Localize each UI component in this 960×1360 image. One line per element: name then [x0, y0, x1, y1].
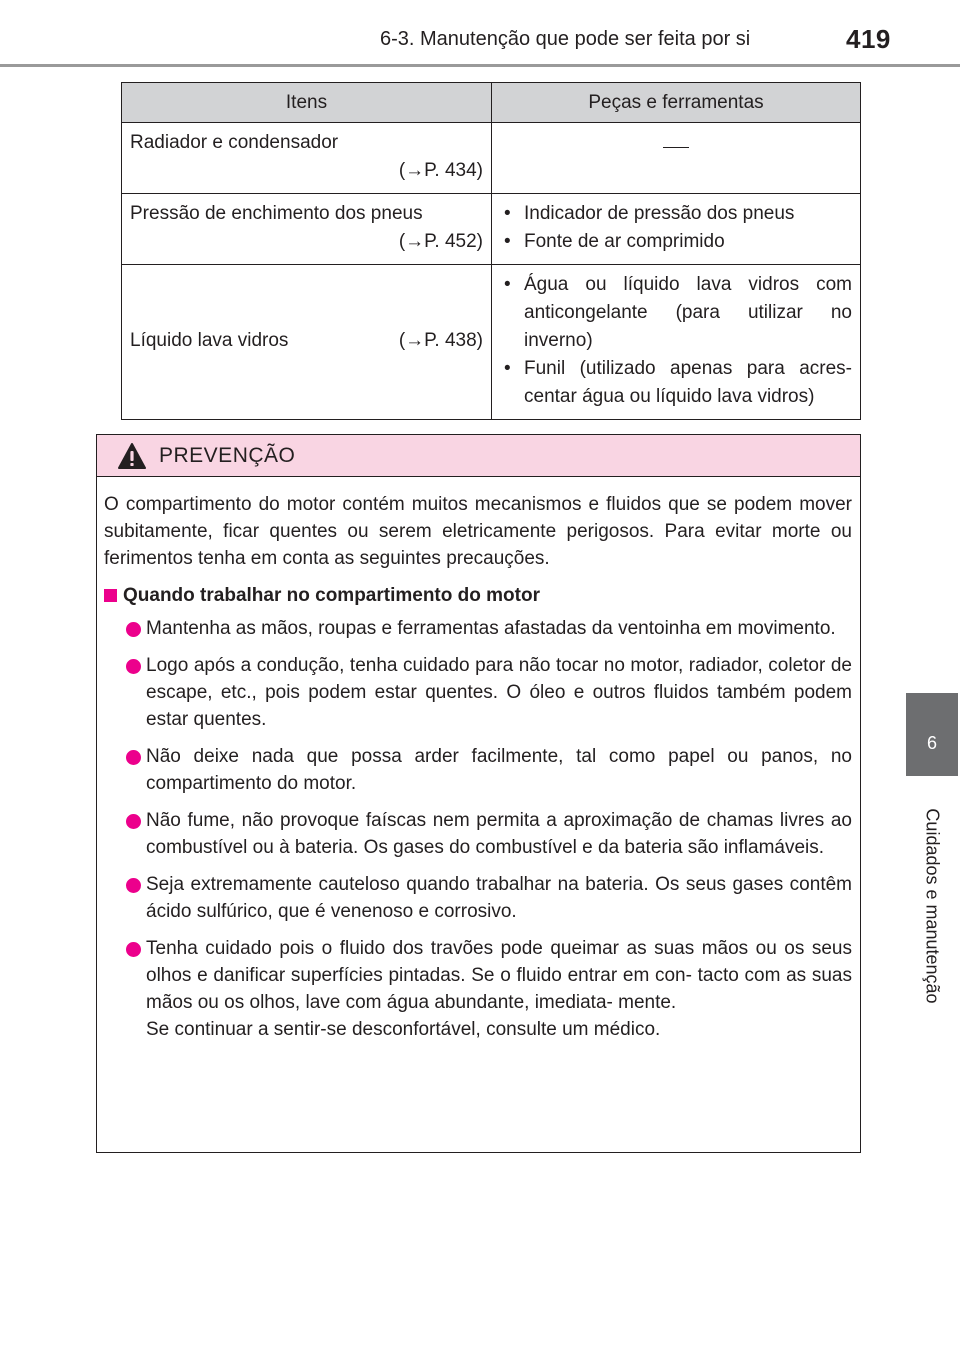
caution-text: Não deixe nada que possa arder facilmente, tal como papel ou panos, no compartimento do motor. [146, 746, 852, 794]
table-cell-parts [492, 265, 861, 420]
caution-text: Mantenha as mãos, roupas e ferramentas afastadas da ventoinha em movimento. [146, 618, 836, 639]
caution-text: Não fume, não provoque faíscas nem permita a aproximação de chamas livres ao combustível ou à bateria. Os gases do combustível e da bateria são inflamáveis. [146, 810, 852, 858]
subheading-text: Quando trabalhar no compartimento do motor [123, 585, 540, 606]
page-reference: (→P. 438) [398, 330, 483, 351]
table-row [122, 123, 861, 194]
page-number: 419 [846, 24, 891, 54]
table-row [122, 194, 861, 265]
warning-subheading [104, 582, 852, 609]
page-reference: (→P. 434) [398, 160, 483, 181]
table-row [122, 265, 861, 420]
list-item: • Funil (utilizado apenas para acres- centar água ou líquido lava vidros) [500, 355, 852, 411]
warning-intro: O compartimento do motor contém muitos mecanismos e fluidos que se podem mover subitamente, ficar quentes ou serem eletricamente perigosos. Para evitar morte ou ferimentos tenha em conta as seguintes precauções. [104, 494, 852, 569]
item-name: Pressão de enchimento dos pneus [130, 203, 423, 224]
parts-list [500, 200, 852, 256]
chapter-label-container [906, 776, 958, 1036]
table-header-row [122, 83, 861, 123]
table-cell-parts [492, 123, 861, 194]
caution-text: Seja extremamente cauteloso quando trabalhar na bateria. Os seus gases contêm ácido sulfúrico, que é venenoso e corrosivo. [146, 874, 852, 922]
item-line [130, 327, 483, 355]
caution-text: Logo após a condução, tenha cuidado para não tocar no motor, radiador, coletor de escape, etc., pois podem estar quentes. O óleo e outros fluidos também podem estar quentes. [146, 655, 852, 730]
table-cell-item [122, 265, 492, 420]
chapter-label: Cuidados e manutenção [922, 808, 943, 1004]
chapter-number: 6 [926, 733, 937, 753]
circle-bullet-icon [126, 814, 141, 829]
circle-bullet-icon [126, 622, 141, 637]
list-item [104, 935, 852, 1043]
item-name: Radiador e condensador [130, 132, 339, 153]
section-title: 6-3. Manutenção que pode ser feita por si [380, 28, 751, 50]
caution-followup-text: Se continuar a sentir-se desconfortável, consulte um médico. [146, 1019, 661, 1040]
table-cell-item [122, 194, 492, 265]
circle-bullet-icon [126, 942, 141, 957]
list-item [104, 743, 852, 797]
chapter-tab [906, 693, 958, 776]
list-item [104, 807, 852, 861]
circle-bullet-icon [126, 878, 141, 893]
warning-title: PREVENÇÃO [159, 443, 296, 467]
list-item: • Fonte de ar comprimido [500, 228, 852, 256]
circle-bullet-icon [126, 659, 141, 674]
warning-triangle-icon [117, 442, 147, 470]
list-item [104, 615, 852, 642]
table-cell-parts [492, 194, 861, 265]
caution-list [104, 615, 852, 1043]
warning-box [96, 434, 861, 1153]
table-cell-item [122, 123, 492, 194]
caution-text: Tenha cuidado pois o fluido dos travões pode queimar as suas mãos ou os seus olhos e danificar superfícies pintadas. Se o fluido entrar em con- tacto com as suas mãos ou os olhos, lave com água abundante, imediata- mente. [146, 938, 852, 1013]
parts-list [500, 271, 852, 411]
list-item [104, 652, 852, 733]
item-name: Líquido lava vidros [130, 330, 289, 351]
warning-header [97, 435, 860, 477]
page-reference: (→P. 452) [398, 231, 483, 252]
warning-body [97, 477, 860, 1043]
list-item [104, 871, 852, 925]
list-item: • Indicador de pressão dos pneus [500, 200, 852, 228]
circle-bullet-icon [126, 750, 141, 765]
square-bullet-icon [104, 589, 117, 602]
empty-dash [663, 147, 689, 149]
header-divider [0, 64, 960, 67]
column-header-items: Itens [122, 83, 492, 123]
list-item: • Água ou líquido lava vidros com anticongelante (para utilizar no inverno) [500, 271, 852, 355]
maintenance-table [121, 82, 861, 420]
column-header-parts: Peças e ferramentas [492, 83, 861, 123]
